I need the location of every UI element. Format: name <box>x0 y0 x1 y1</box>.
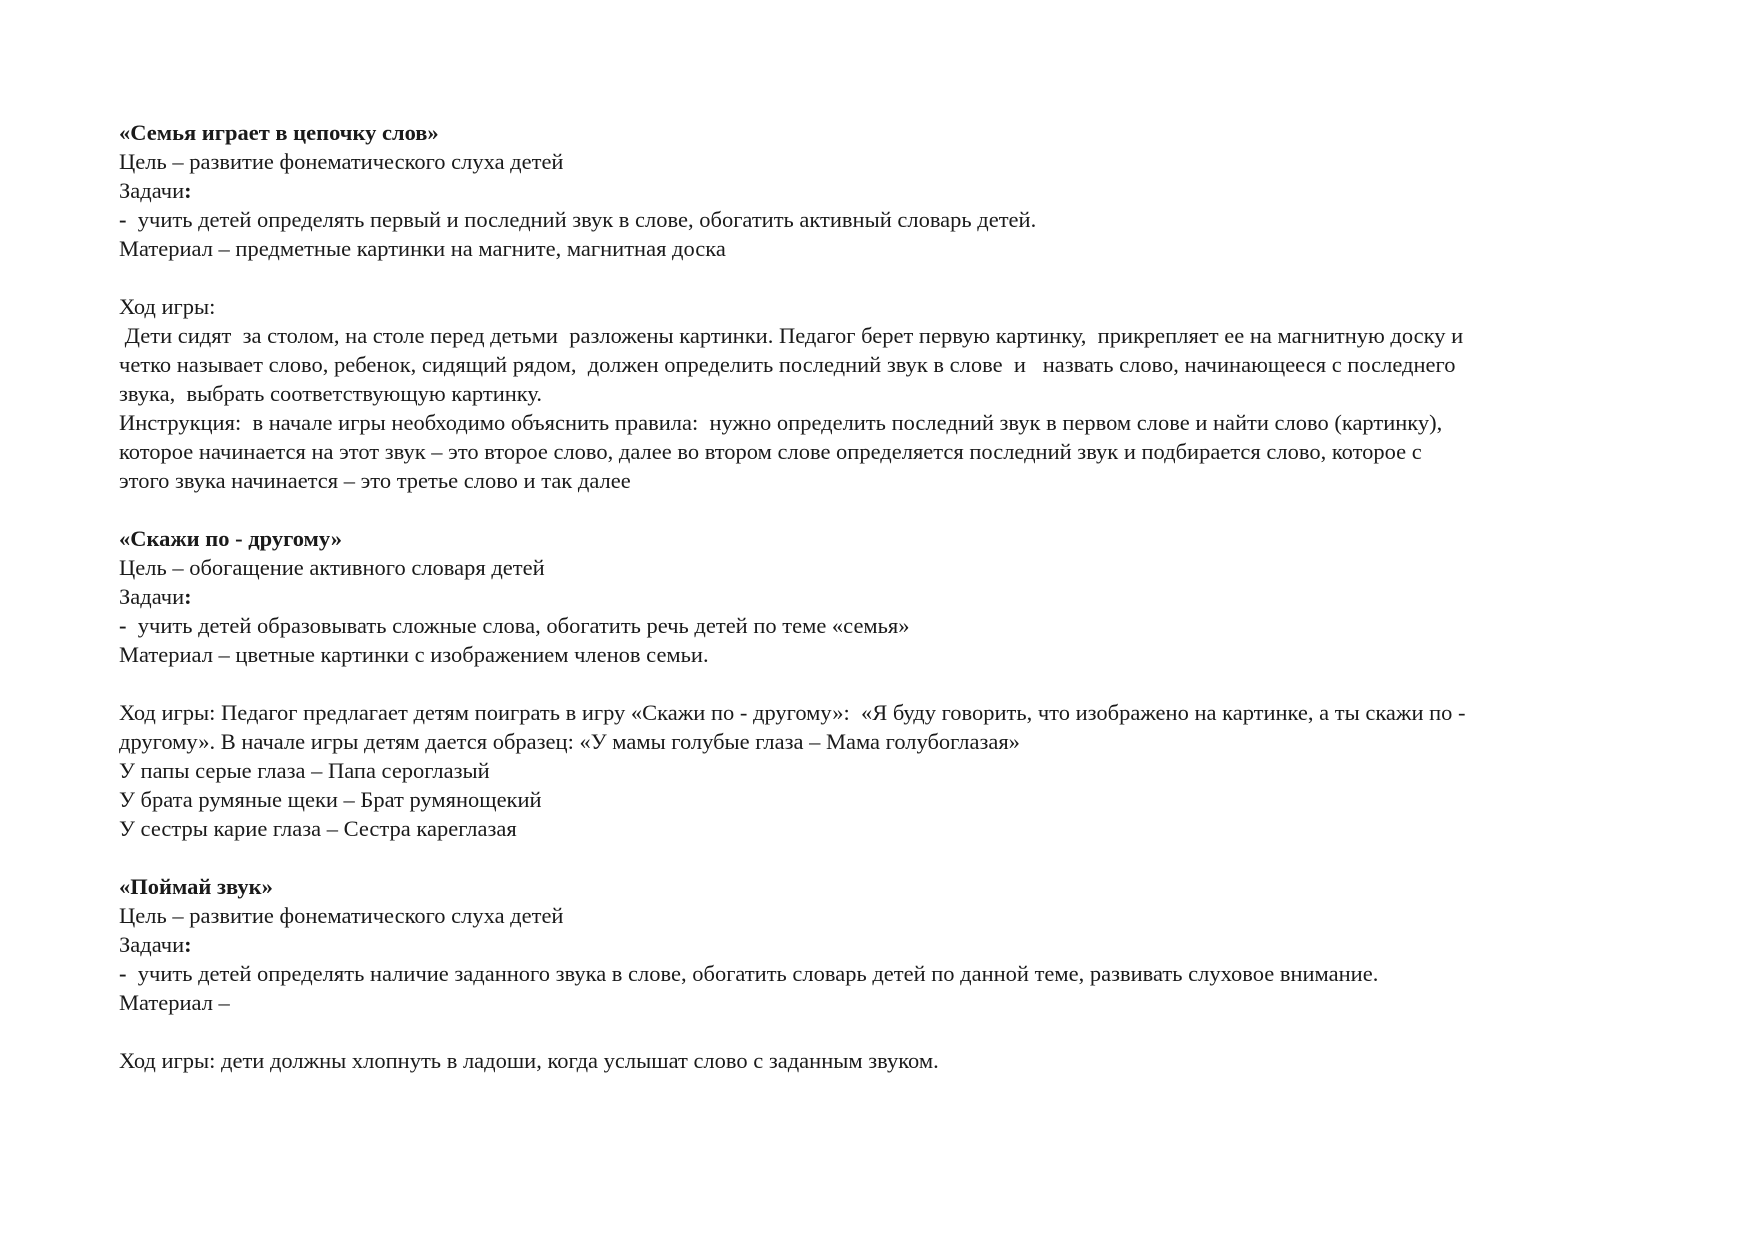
task-text: учить детей определять первый и последний звук в слове, обогатить активный словарь детей. <box>126 207 1037 232</box>
section-material: Материал – <box>119 990 230 1015</box>
section-material: Материал – цветные картинки с изображением членов семьи. <box>119 642 709 667</box>
task-marker: - <box>119 961 127 986</box>
document-page <box>119 118 1639 1075</box>
section-gap <box>119 843 1639 872</box>
section-material: Материал – предметные картинки на магните, магнитная доска <box>119 236 726 261</box>
body-line: звука, выбрать соответствующую картинку. <box>119 381 543 406</box>
paragraph-gap <box>119 263 1639 292</box>
tasks-label-line: Задачи: <box>119 178 192 203</box>
body-line: У брата румяные щеки – Брат румянощекий <box>119 787 542 812</box>
body-line: Дети сидят за столом, на столе перед детьми разложены картинки. Педагог берет первую картинку, прикрепляет ее на магнитную доску и <box>119 323 1464 348</box>
game-section-say-differently <box>119 524 1639 843</box>
game-section-catch-sound <box>119 872 1639 1075</box>
tasks-label-line: Задачи: <box>119 584 192 609</box>
tasks-label: Задачи <box>119 584 185 609</box>
body-line: У сестры карие глаза – Сестра кареглазая <box>119 816 517 841</box>
task-item <box>119 205 1639 234</box>
paragraph-gap <box>119 669 1639 698</box>
body-line: Инструкция: в начале игры необходимо объяснить правила: нужно определить последний звук в первом слове и найти слово (картинку), <box>119 410 1443 435</box>
body-line: четко называет слово, ребенок, сидящий рядом, должен определить последний звук в слове и назвать слово, начинающееся с последнего <box>119 352 1456 377</box>
section-gap <box>119 495 1639 524</box>
section-title: «Семья играет в цепочку слов» <box>119 120 439 145</box>
section-goal: Цель – обогащение активного словаря детей <box>119 555 545 580</box>
task-marker: - <box>119 207 127 232</box>
body-line: этого звука начинается – это третье слово и так далее <box>119 468 631 493</box>
game-section-chain <box>119 118 1639 495</box>
body-line: Ход игры: <box>119 294 216 319</box>
section-title: «Поймай звук» <box>119 874 273 899</box>
body-line: другому». В начале игры детям дается образец: «У мамы голубые глаза – Мама голубоглазая» <box>119 729 1020 754</box>
tasks-label-line: Задачи: <box>119 932 192 957</box>
body-line: которое начинается на этот звук – это второе слово, далее во втором слове определяется последний звук и подбирается слово, которое с <box>119 439 1422 464</box>
section-goal: Цель – развитие фонематического слуха детей <box>119 149 564 174</box>
task-text: учить детей определять наличие заданного звука в слове, обогатить словарь детей по данной теме, развивать слуховое внимание. <box>126 961 1379 986</box>
paragraph-gap <box>119 1017 1639 1046</box>
body-line: У папы серые глаза – Папа сероглазый <box>119 758 490 783</box>
tasks-label: Задачи <box>119 932 185 957</box>
section-goal: Цель – развитие фонематического слуха детей <box>119 903 564 928</box>
body-line: Ход игры: Педагог предлагает детям поиграть в игру «Скажи по - другому»: «Я буду говорить, что изображено на картинке, а ты скажи по - <box>119 700 1466 725</box>
task-text: учить детей образовывать сложные слова, обогатить речь детей по теме «семья» <box>126 613 910 638</box>
task-item <box>119 611 1639 640</box>
task-item <box>119 959 1639 988</box>
tasks-label: Задачи <box>119 178 185 203</box>
body-line: Ход игры: дети должны хлопнуть в ладоши, когда услышат слово с заданным звуком. <box>119 1048 939 1073</box>
section-title: «Скажи по - другому» <box>119 526 342 551</box>
task-marker: - <box>119 613 127 638</box>
